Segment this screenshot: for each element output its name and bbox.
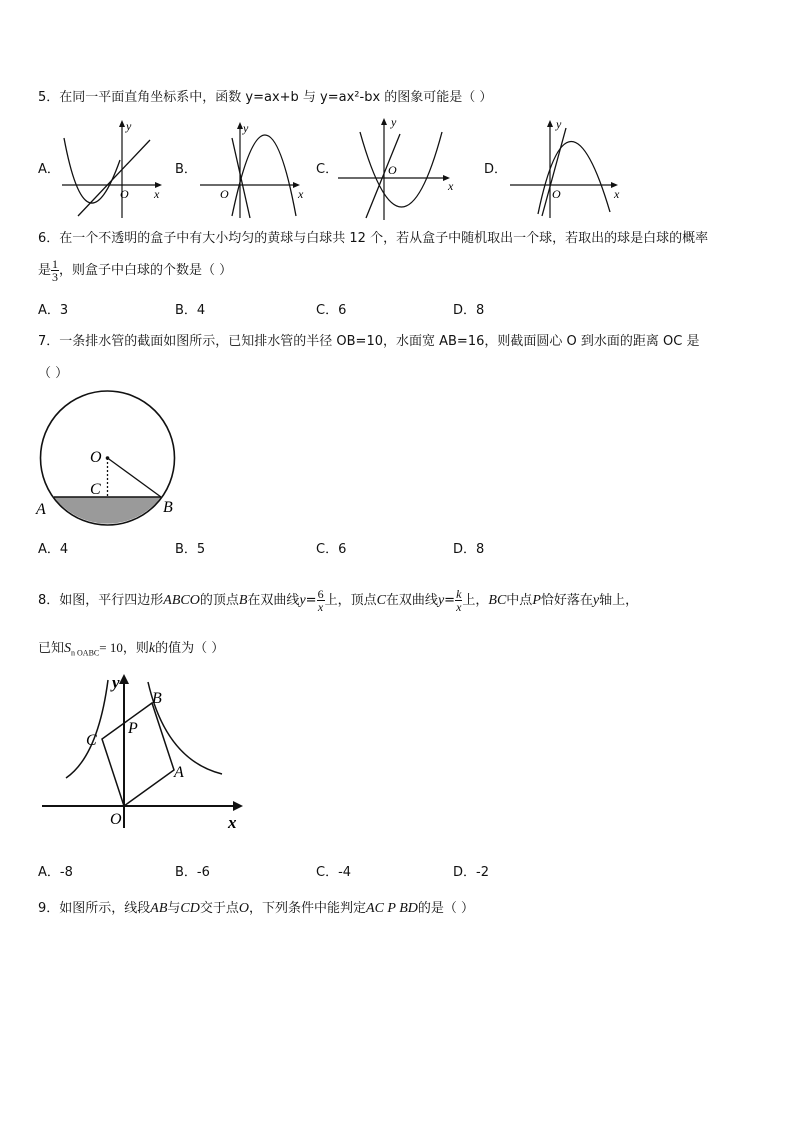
q7-figure bbox=[34, 386, 184, 528]
q5-a-origin: O bbox=[120, 187, 129, 201]
q9-point-o: O bbox=[238, 901, 249, 916]
q5-option-a-label[interactable]: A． bbox=[38, 162, 60, 177]
q7-option-a[interactable]: A．4 bbox=[38, 542, 69, 557]
q8-l2-text-2: ，则 bbox=[122, 641, 149, 656]
q8-x-arrow bbox=[233, 801, 243, 811]
q5-option-c-label[interactable]: C． bbox=[316, 162, 339, 177]
q6-stem-line2 bbox=[38, 258, 232, 283]
q8-parallelogram bbox=[102, 703, 174, 806]
q6-stem: 6．在一个不透明的盒子中有大小均匀的黄球与白球共 12 个，若从盒子中随机取出一个球，若取出的球是白球的概率 bbox=[38, 231, 709, 246]
q8-text-5: 在双曲线 bbox=[385, 593, 438, 608]
q9-text-3: 交于点 bbox=[199, 901, 239, 916]
q5-c-x-label: x bbox=[448, 179, 454, 193]
q9-text-4: ，下列条件中能判定 bbox=[249, 901, 367, 916]
q8-eq-1: = bbox=[305, 593, 317, 608]
q8-f2-den-x: x bbox=[456, 600, 462, 614]
q8-text-3: 在双曲线 bbox=[247, 593, 300, 608]
q8-f2-num-k: k bbox=[456, 587, 462, 601]
q8-area-sub: n OABC bbox=[71, 648, 100, 658]
q5-d-parabola bbox=[538, 141, 610, 214]
q5-option-c-graph bbox=[336, 112, 462, 222]
q5-a-y-arrow bbox=[119, 120, 125, 127]
q5-b-origin: O bbox=[220, 187, 229, 201]
q9-text-1: 9．如图所示，线段 bbox=[38, 901, 151, 916]
q8-l2-text-3: 的值为（ ） bbox=[155, 641, 225, 656]
q6-option-d[interactable]: D．8 bbox=[453, 303, 485, 318]
q8-y-axis-name: y bbox=[592, 593, 600, 608]
q8-shape: ABCO bbox=[163, 593, 200, 608]
q5-a-line bbox=[78, 140, 150, 216]
q8-point-p: P bbox=[532, 593, 541, 608]
q7-label-a: A bbox=[36, 501, 46, 518]
q6-option-b[interactable]: B．4 bbox=[175, 303, 206, 318]
q6-frac-den: 3 bbox=[52, 270, 59, 284]
q5-d-y-arrow bbox=[547, 120, 553, 127]
q8-y-2: y bbox=[437, 593, 445, 608]
q7-option-b[interactable]: B．5 bbox=[175, 542, 206, 557]
q5-d-origin: O bbox=[552, 187, 561, 201]
q7-stem: 7．一条排水管的截面如图所示，已知排水管的半径 OB=10，水面宽 AB=16，则截面圆心 O 到水面的距离 OC 是 bbox=[38, 334, 700, 349]
q6-suffix: ，则盒子中白球的个数是（ ） bbox=[59, 263, 233, 278]
q8-y-arrow bbox=[119, 674, 129, 684]
q9-text-2: 与 bbox=[167, 901, 181, 916]
q5-b-y-label: y bbox=[243, 121, 249, 135]
q8-fig-o: O bbox=[110, 811, 122, 828]
q8-fig-b: B bbox=[152, 690, 162, 707]
q7-option-d[interactable]: D．8 bbox=[453, 542, 485, 557]
q8-k: k bbox=[148, 641, 156, 656]
q8-point-b: B bbox=[238, 593, 248, 608]
q9-segment-cd: CD bbox=[180, 901, 200, 916]
q6-frac-num: 1 bbox=[52, 257, 59, 271]
q5-stem: 5．在同一平面直角坐标系中，函数 y=ax+b 与 y=ax²-bx 的图象可能是（ ） bbox=[38, 90, 493, 105]
q7-segment-ob bbox=[108, 458, 162, 497]
q8-text-1: 8．如图，平行四边形 bbox=[38, 593, 164, 608]
q7-label-b: B bbox=[163, 499, 173, 516]
q7-center-dot bbox=[106, 456, 110, 460]
q8-option-c[interactable]: C．-4 bbox=[316, 865, 352, 880]
q8-text-9: 轴上， bbox=[599, 593, 639, 608]
q5-c-y-arrow bbox=[381, 118, 387, 125]
q5-a-parabola bbox=[64, 138, 120, 203]
q8-area-value: = 10 bbox=[99, 640, 123, 655]
q8-fraction-1 bbox=[317, 588, 325, 613]
q5-b-x-label: x bbox=[298, 187, 304, 201]
q5-d-y-label: y bbox=[556, 117, 562, 131]
q5-c-origin: O bbox=[388, 163, 397, 177]
q8-y-1: y bbox=[299, 593, 306, 608]
q8-fig-c: C bbox=[86, 732, 97, 749]
q5-option-a-graph bbox=[58, 116, 170, 220]
q8-hyperbola-left bbox=[66, 680, 108, 778]
q8-f1-num: 6 bbox=[317, 587, 324, 601]
q8-eq-2: = bbox=[444, 593, 456, 608]
q5-d-line bbox=[542, 128, 566, 216]
q8-text-6: 上， bbox=[462, 593, 489, 608]
q8-fig-a: A bbox=[174, 764, 184, 781]
q7-paren: （ ） bbox=[38, 366, 69, 381]
q8-f1-den bbox=[317, 601, 325, 613]
q9-stem bbox=[38, 900, 474, 918]
q5-c-parabola bbox=[360, 132, 442, 207]
q6-option-c[interactable]: C．6 bbox=[316, 303, 347, 318]
q5-option-d-graph bbox=[508, 114, 626, 222]
q9-segment-ab: AB bbox=[150, 901, 168, 916]
q7-label-c: C bbox=[90, 481, 101, 498]
q8-fig-x: x bbox=[228, 813, 237, 832]
q8-stem-line1 bbox=[38, 588, 638, 613]
q8-segment-bc: BC bbox=[488, 593, 507, 608]
q8-figure bbox=[36, 668, 258, 844]
q9-text-5: 的是（ ） bbox=[417, 901, 475, 916]
q8-fig-p: P bbox=[128, 720, 138, 737]
q5-a-y-label: y bbox=[126, 119, 132, 133]
q8-text-2: 的顶点 bbox=[199, 593, 239, 608]
q5-option-b-graph bbox=[198, 116, 310, 220]
q6-option-a[interactable]: A．3 bbox=[38, 303, 69, 318]
q8-point-c: C bbox=[376, 593, 386, 608]
q8-text-4: 上，顶点 bbox=[324, 593, 377, 608]
q5-d-x-label: x bbox=[614, 187, 620, 201]
q8-f1-den-x: x bbox=[317, 600, 324, 614]
q8-option-d[interactable]: D．-2 bbox=[453, 865, 489, 880]
q8-area-s: S bbox=[64, 641, 72, 656]
q8-text-8: 恰好落在 bbox=[540, 593, 593, 608]
q7-option-c[interactable]: C．6 bbox=[316, 542, 347, 557]
q8-stem-line2 bbox=[38, 639, 224, 663]
q9-relation: AC P BD bbox=[366, 901, 418, 916]
q5-a-x-label: x bbox=[154, 187, 160, 201]
q5-option-d-label[interactable]: D． bbox=[484, 162, 508, 177]
q6-prefix: 是 bbox=[38, 263, 52, 278]
q7-water-segment bbox=[54, 497, 161, 524]
q8-fig-y: y bbox=[112, 673, 120, 692]
q8-l2-text-1: 已知 bbox=[38, 641, 65, 656]
q5-option-b-label[interactable]: B． bbox=[175, 162, 197, 177]
q8-text-7: 中点 bbox=[506, 593, 533, 608]
q8-option-b[interactable]: B．-6 bbox=[175, 865, 210, 880]
q8-option-a[interactable]: A．-8 bbox=[38, 865, 73, 880]
q5-c-y-label: y bbox=[391, 115, 397, 129]
q5-b-parabola bbox=[232, 135, 296, 216]
q6-fraction bbox=[51, 258, 59, 283]
q7-label-o: O bbox=[90, 449, 102, 466]
